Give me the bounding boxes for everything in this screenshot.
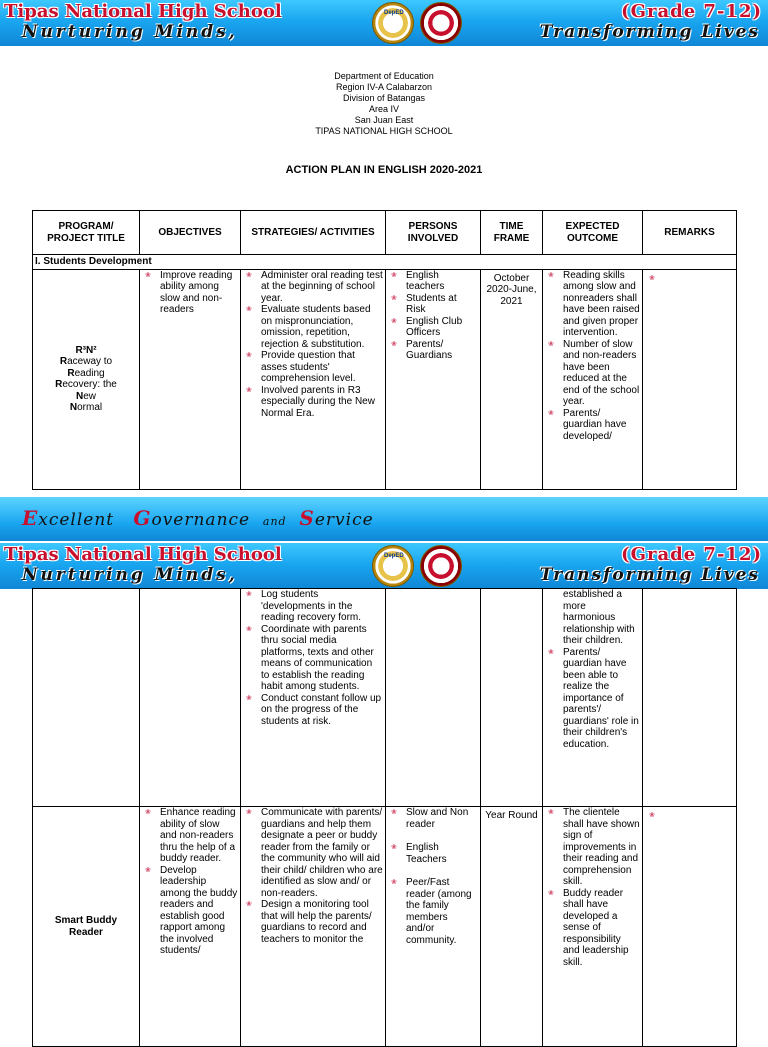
school-banner-page2 bbox=[0, 543, 768, 589]
list-item: ❀ Enhance reading ability of slow and non-readers thru the help of a buddy reader. bbox=[160, 807, 238, 865]
persons-cell bbox=[386, 807, 481, 1047]
col-header: PROGRAM/ PROJECT TITLE bbox=[33, 211, 140, 255]
program-title-text: Smart Buddy Reader bbox=[54, 915, 118, 938]
objectives-cell bbox=[140, 807, 241, 1047]
list-item: ❀ Conduct constant follow up on the progress of the students at risk. bbox=[261, 693, 383, 728]
list-item: ❀ Improve reading ability among slow and non-readers bbox=[160, 270, 238, 316]
table-row bbox=[33, 807, 737, 1047]
section-title: I. Students Development bbox=[33, 255, 737, 270]
list-item: ❀ Slow and Non reader bbox=[406, 807, 478, 830]
persons-cell bbox=[386, 589, 481, 807]
deped-seal-icon bbox=[372, 545, 414, 587]
letterhead-line: Area IV bbox=[368, 104, 399, 114]
col-header: STRATEGIES/ ACTIVITIES bbox=[241, 211, 386, 255]
list-item: ❀ Coordinate with parents thru social media platforms, texts and other means of communication to establish the reading habit among students. bbox=[261, 624, 383, 693]
letterhead-line: San Juan East bbox=[354, 115, 414, 125]
letterhead bbox=[0, 71, 768, 137]
school-seal-icon bbox=[420, 2, 462, 44]
list-item: ❀ Design a monitoring tool that will help the parents/ guardians to record and teachers to monitor the bbox=[261, 899, 383, 945]
school-name: Tipas National High School bbox=[4, 1, 282, 22]
list-item: ❀ Reading skills among slow and nonreaders shall have been raised and given proper intervention. bbox=[563, 270, 640, 339]
document-title: ACTION PLAN IN ENGLISH 2020-2021 bbox=[285, 164, 483, 176]
action-plan-table-continued bbox=[32, 588, 737, 1047]
list-item: ❀ Parents/ guardian have developed/ bbox=[563, 408, 640, 443]
bullet-icon bbox=[643, 807, 736, 825]
list-item: ❀ English Club Officers bbox=[406, 316, 478, 339]
deped-logo-text: DepED bbox=[384, 553, 404, 559]
col-header: REMARKS bbox=[643, 211, 737, 255]
col-header: TIME FRAME bbox=[481, 211, 543, 255]
persons-cell bbox=[386, 269, 481, 489]
letterhead-line: TIPAS NATIONAL HIGH SCHOOL bbox=[315, 126, 453, 136]
letterhead-line: Division of Batangas bbox=[342, 93, 426, 103]
remarks-cell bbox=[643, 589, 737, 807]
grade-range: (Grade 7-12) bbox=[621, 1, 762, 22]
time-frame-cell: October 2020-June, 2021 bbox=[481, 269, 543, 489]
col-header: PERSONS INVOLVED bbox=[386, 211, 481, 255]
outcome-cell bbox=[543, 269, 643, 489]
strategies-cell bbox=[241, 589, 386, 807]
list-item: ❀ Involved parents in R3 especially during the New Normal Era. bbox=[261, 385, 383, 420]
time-frame-cell: Year Round bbox=[481, 807, 543, 1047]
list-item: ❀ Parents/ Guardians bbox=[406, 339, 478, 362]
list-item: ❀ Peer/Fast reader (among the family members and/or community. bbox=[406, 877, 478, 946]
objectives-cell bbox=[140, 589, 241, 807]
school-seal-icon bbox=[420, 545, 462, 587]
slogan-left: Nurturing Minds, bbox=[22, 22, 238, 42]
list-item: ❀ Provide question that asses students' comprehension level. bbox=[261, 350, 383, 385]
program-title: R³N² Raceway to Reading Recovery: the New Normal bbox=[33, 269, 140, 489]
deped-seal-icon bbox=[372, 2, 414, 44]
time-frame-cell bbox=[481, 589, 543, 807]
table-row bbox=[33, 269, 737, 489]
list-item: ❀ English Teachers bbox=[406, 842, 478, 865]
remarks-cell bbox=[643, 269, 737, 489]
school-name: Tipas National High School bbox=[4, 544, 282, 565]
letterhead-line: Department of Education bbox=[334, 71, 434, 81]
objectives-cell bbox=[140, 269, 241, 489]
section-row bbox=[33, 255, 737, 270]
program-title bbox=[33, 807, 140, 1047]
action-plan-table bbox=[32, 210, 737, 490]
table-header-row bbox=[33, 211, 737, 255]
outcome-cell bbox=[543, 807, 643, 1047]
list-item: ❀ Develop leadership among the buddy readers and establish good rapport among the involved students/ bbox=[160, 865, 238, 957]
school-banner-top bbox=[0, 0, 768, 46]
list-item: ❀ Students at Risk bbox=[406, 293, 478, 316]
list-item: ❀ Number of slow and non-readers have been reduced at the end of the school year. bbox=[563, 339, 640, 408]
col-header: OBJECTIVES bbox=[140, 211, 241, 255]
bullet-icon bbox=[643, 270, 736, 288]
list-item: ❀ Evaluate students based on mispronunciation, omission, repetition, rejection & substitution. bbox=[261, 304, 383, 350]
strategies-cell bbox=[241, 269, 386, 489]
grade-range: (Grade 7-12) bbox=[621, 544, 762, 565]
program-title bbox=[33, 589, 140, 807]
deped-logo-text: DepED bbox=[384, 10, 404, 16]
list-item: ❀ English teachers bbox=[406, 270, 478, 293]
program-acronym: R³N² bbox=[75, 344, 97, 356]
outcome-continued: established a more harmonious relationship with their children. bbox=[563, 589, 635, 646]
list-item: ❀ Log students 'developments in the reading recovery form. bbox=[261, 589, 383, 624]
outcome-cell bbox=[543, 589, 643, 807]
slogan-right: Transforming Lives bbox=[539, 22, 760, 42]
remarks-cell bbox=[643, 807, 737, 1047]
list-item: ❀ Administer oral reading test at the beginning of school year. bbox=[261, 270, 383, 305]
list-item: ❀ The clientele shall have shown sign of improvements in their reading and comprehension skill. bbox=[563, 807, 640, 888]
slogan-right: Transforming Lives bbox=[539, 565, 760, 585]
col-header: EXPECTED OUTCOME bbox=[543, 211, 643, 255]
list-item: ❀ Buddy reader shall have developed a sense of responsibility and leadership skill. bbox=[563, 888, 640, 969]
motto: Excellent Governance and Service bbox=[22, 506, 374, 530]
slogan-left: Nurturing Minds, bbox=[22, 565, 238, 585]
strategies-cell bbox=[241, 807, 386, 1047]
letterhead-line: Region IV-A Calabarzon bbox=[335, 82, 433, 92]
list-item: ❀ Parents/ guardian have been able to realize the importance of parents'/ guardians' role in their children's education. bbox=[563, 647, 640, 751]
table-row bbox=[33, 589, 737, 807]
list-item: ❀ Communicate with parents/ guardians and help them designate a peer or buddy reader from the family or the community who will aid their child/ children who are identified as slow and/ or non-readers. bbox=[261, 807, 383, 899]
